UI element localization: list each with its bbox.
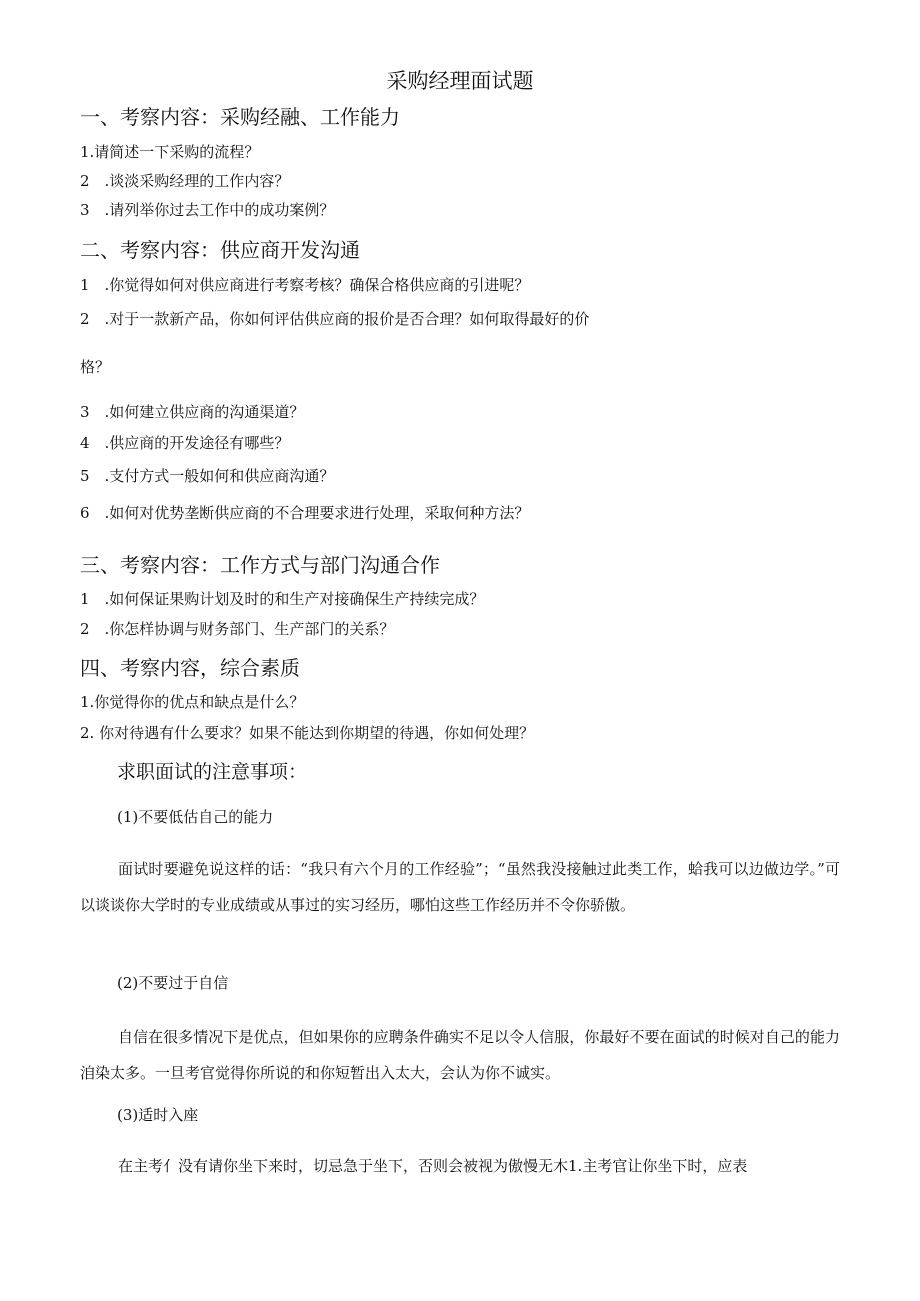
- question-4-1: 1.你觉得你的优点和缺点是什么？: [80, 693, 305, 711]
- note-body-2: 自信在很多情况下是优点，但如果你的应聘条件确实不足以令人信服，你最好不要在面试的时候对自己的能力洎染太多。一旦考官觉得你所说的和你短暂出入太大，会认为你不诚实。: [80, 1028, 840, 1082]
- question-4-2: 2. 你对待遇有什么要求？如果不能达到你期望的待遇，你如何处理？: [80, 724, 535, 742]
- question-2-5: 5 .支付方式一般如何和供应商沟通？: [80, 467, 335, 485]
- question-3-2: 2 .你怎样协调与财务部门、生产部门的关系？: [80, 620, 395, 638]
- notes-title: 求职面试的注意事项：: [117, 761, 308, 783]
- note-body-1: 面试时要避免说这样的话：“我只有六个月的工作经验”；“虽然我没接触过此类工作，蛤我可以边做边学。”可以谈谈你大学时的专业成绩或从事过的实习经历，哪怕这些工作经历并不令你骄傲。: [80, 860, 840, 914]
- question-2-6: 6 .如何对优势垄断供应商的不合理要求进行处理，采取何种方法？: [80, 504, 530, 522]
- note-heading-3: (3)适时入座: [117, 1106, 199, 1124]
- section-heading-1: 一、考察内容：采购经融、工作能力: [80, 105, 400, 129]
- question-2-4: 4 .供应商的开发途径有哪些？: [80, 434, 290, 452]
- question-2-2-cont: 格？: [80, 358, 111, 376]
- note-heading-1: (1)不要低估自己的能力: [117, 808, 274, 826]
- question-1-2: 2 .谈淡采购经理的工作内容？: [80, 172, 290, 190]
- question-2-1: 1 .你觉得如何对供应商进行考察考核？确保合格供应商的引进呢？: [80, 276, 530, 294]
- page-title: 采购经理面试题: [386, 69, 534, 93]
- section-heading-3: 三、考察内容：工作方式与部门沟通合作: [80, 553, 440, 577]
- section-heading-2: 二、考察内容：供应商开发沟通: [80, 238, 360, 262]
- question-2-2: 2 .对于一款新产品，你如何评估供应商的报价是否合理？如何取得最好的价: [80, 310, 590, 328]
- question-1-1: 1.请简述一下采购的流程？: [80, 143, 260, 161]
- section-heading-4: 四、考察内容，综合素质: [80, 656, 300, 680]
- question-1-3: 3 .请列举你过去工作中的成功案例？: [80, 201, 335, 219]
- question-2-3: 3 .如何建立供应商的沟通渠道？: [80, 403, 305, 421]
- note-body-3: 在主考亻没有请你坐下来时，切忌急于坐下，否则会被视为傲慢无木1.主考官让你坐下时，应表: [118, 1157, 748, 1175]
- question-3-1: 1 .如何保证果购计划及时的和生产对接确保生产持续完成？: [80, 590, 485, 608]
- note-heading-2: (2)不要过于自信: [117, 974, 229, 992]
